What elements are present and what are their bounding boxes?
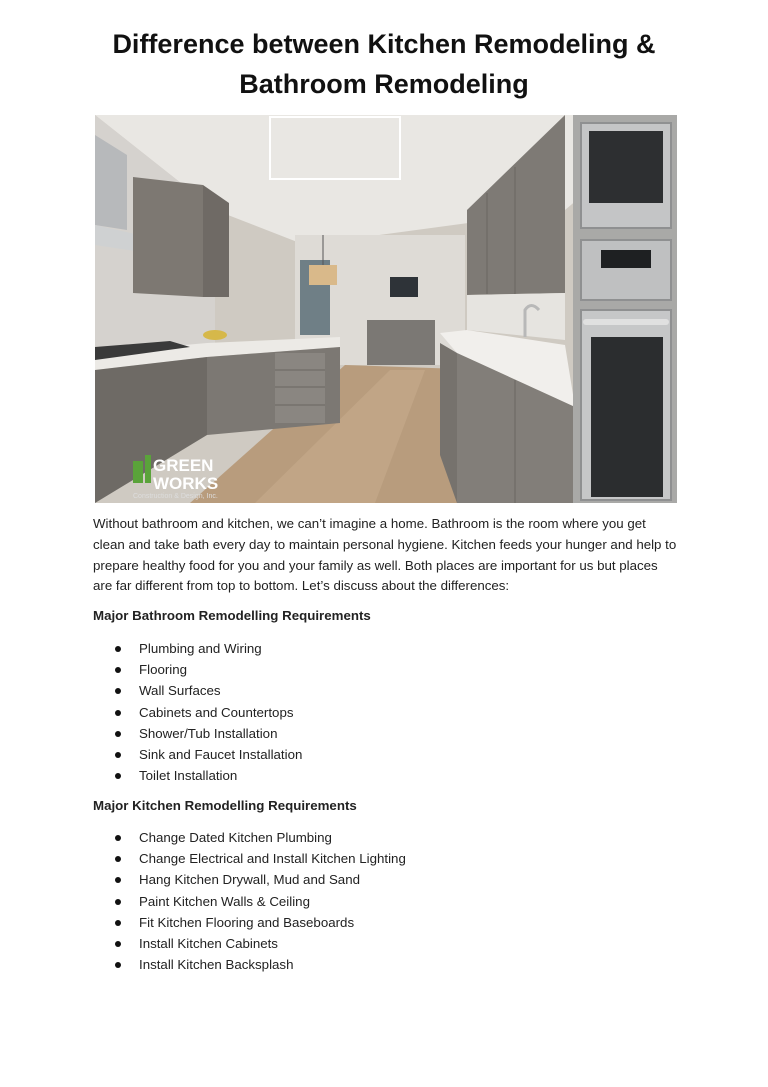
kitchen-requirements-list	[93, 827, 406, 975]
list-item: Sink and Faucet Installation	[93, 744, 302, 765]
greenworks-logo	[133, 455, 218, 500]
list-item: Paint Kitchen Walls & Ceiling	[93, 891, 406, 912]
document-title: Difference between Kitchen Remodeling & Bathroom Remodeling	[112, 29, 656, 99]
bullet-icon	[115, 899, 121, 905]
kitchen-photo	[95, 115, 677, 503]
kitchen-heading: Major Kitchen Remodelling Requirements	[93, 798, 357, 813]
list-item: Change Electrical and Install Kitchen Lighting	[93, 848, 406, 869]
bathroom-heading: Major Bathroom Remodelling Requirements	[93, 608, 371, 623]
list-item: Install Kitchen Cabinets	[93, 933, 406, 954]
bullet-icon	[115, 856, 121, 862]
bullet-icon	[115, 646, 121, 652]
bullet-icon	[115, 710, 121, 716]
list-item: Fit Kitchen Flooring and Baseboards	[93, 912, 406, 933]
list-item: Flooring	[93, 659, 302, 680]
bullet-icon	[115, 731, 121, 737]
bullet-icon	[115, 962, 121, 968]
svg-text:Construction & Design, Inc.: Construction & Design, Inc.	[133, 493, 218, 500]
list-item: Shower/Tub Installation	[93, 723, 302, 744]
bathroom-requirements-list	[93, 638, 302, 786]
bullet-icon	[115, 941, 121, 947]
bullet-icon	[115, 877, 121, 883]
svg-text:WORKS: WORKS	[153, 474, 219, 493]
list-item: Install Kitchen Backsplash	[93, 954, 406, 975]
bullet-icon	[115, 667, 121, 673]
svg-text:GREEN: GREEN	[153, 456, 214, 475]
list-item: Wall Surfaces	[93, 680, 302, 701]
bullet-icon	[115, 835, 121, 841]
list-item: Plumbing and Wiring	[93, 638, 302, 659]
list-item: Change Dated Kitchen Plumbing	[93, 827, 406, 848]
bullet-icon	[115, 920, 121, 926]
intro-paragraph: Without bathroom and kitchen, we can’t imagine a home. Bathroom is the room where you get clean and take bath every day to maintain personal hygiene. Kitchen feeds your hunger and help to prepare healthy food for you and your family as well. Both places are important for us but places are far different from top to bottom. Let’s discuss about the differences:	[93, 516, 677, 594]
list-item: Cabinets and Countertops	[93, 702, 302, 723]
bullet-icon	[115, 752, 121, 758]
list-item: Toilet Installation	[93, 765, 302, 786]
bullet-icon	[115, 773, 121, 779]
bullet-icon	[115, 688, 121, 694]
list-item: Hang Kitchen Drywall, Mud and Sand	[93, 869, 406, 890]
